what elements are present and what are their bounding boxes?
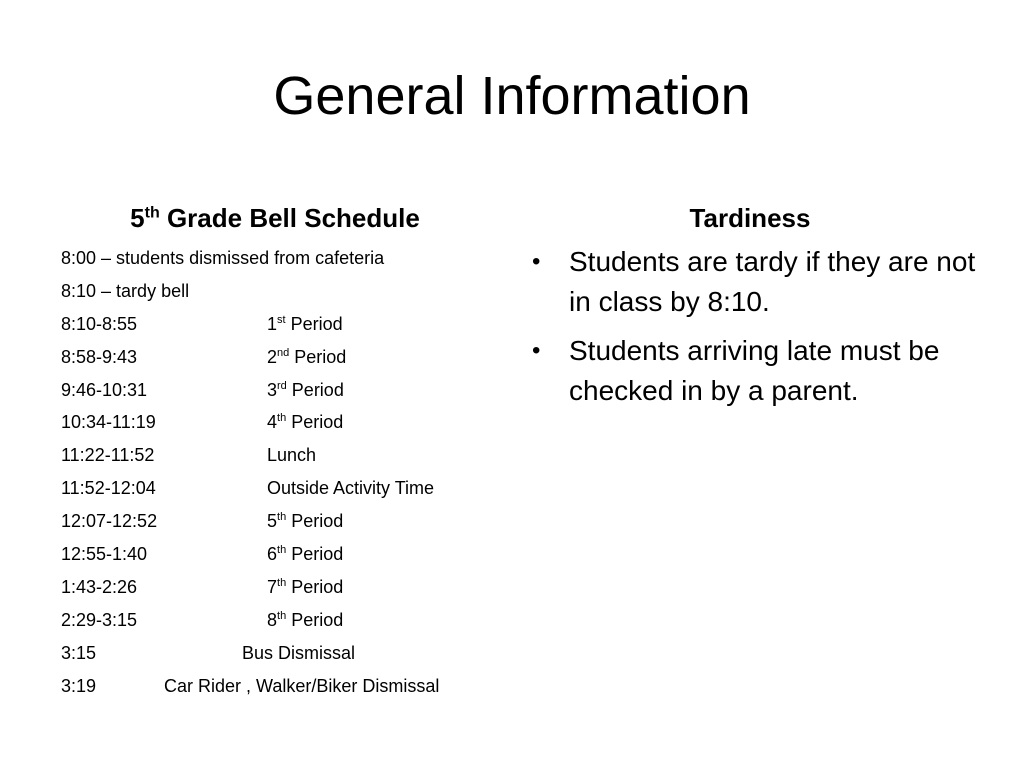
schedule-event-sup: th — [277, 511, 287, 524]
schedule-event-sup: rd — [277, 379, 287, 392]
schedule-time: 8:00 – students dismissed from cafeteria — [61, 248, 385, 268]
schedule-row — [61, 472, 510, 505]
bullet-icon: • — [532, 248, 541, 275]
schedule-event — [267, 511, 343, 531]
schedule-row — [61, 505, 510, 538]
schedule-event — [267, 412, 343, 432]
bell-schedule-heading-sup: th — [144, 204, 160, 222]
schedule-event: Car Rider , Walker/Biker Dismissal — [164, 675, 440, 696]
schedule-event — [267, 347, 346, 367]
schedule-event: Outside Activity Time — [267, 478, 435, 499]
bell-schedule-column — [40, 196, 510, 702]
schedule-row — [61, 242, 510, 275]
schedule-time: 3:19 — [61, 675, 97, 696]
schedule-event-suffix: Period — [286, 379, 344, 400]
schedule-row — [61, 341, 510, 374]
schedule-event-suffix: Period — [286, 544, 344, 565]
tardiness-bullet-text: Students are tardy if they are not in class by 8:10. — [569, 246, 976, 317]
schedule-time: 3:15 — [61, 642, 97, 663]
schedule-time: 8:10 – tardy bell — [61, 280, 190, 301]
schedule-event-suffix: Period — [286, 609, 344, 630]
schedule-event-sup: th — [277, 576, 287, 589]
schedule-row — [61, 275, 510, 308]
schedule-event-number: 3 — [267, 379, 278, 400]
bell-schedule-heading-text: Grade Bell Schedule — [159, 203, 420, 233]
slide-title: General Information — [273, 66, 751, 126]
schedule-event-number: 7 — [267, 576, 278, 597]
schedule-event — [267, 544, 343, 564]
schedule-event-suffix: Period — [286, 412, 344, 433]
schedule-time: 11:22-11:52 — [61, 445, 155, 466]
schedule-event-number: 8 — [267, 609, 278, 630]
schedule-event-sup: th — [277, 609, 287, 622]
tardiness-heading: Tardiness — [689, 203, 811, 233]
bell-schedule-list — [40, 242, 510, 702]
bell-schedule-heading — [40, 196, 510, 240]
schedule-row — [61, 604, 510, 637]
schedule-event — [267, 610, 343, 630]
schedule-event-number: 2 — [267, 346, 278, 367]
schedule-event-number: 6 — [267, 544, 278, 565]
schedule-event-number: 5 — [267, 511, 278, 532]
schedule-event-sup: nd — [277, 346, 290, 359]
tardiness-column — [520, 196, 980, 420]
tardiness-bullet — [520, 242, 980, 322]
schedule-event-sup: th — [277, 412, 287, 425]
schedule-event-number: 1 — [267, 313, 278, 334]
schedule-event: Lunch — [267, 445, 317, 466]
schedule-time: 12:07-12:52 — [61, 511, 158, 532]
schedule-time: 1:43-2:26 — [61, 576, 138, 597]
schedule-row — [61, 308, 510, 341]
schedule-row — [61, 538, 510, 571]
schedule-row — [61, 406, 510, 439]
schedule-event-suffix: Period — [289, 346, 347, 367]
tardiness-bullet-text: Students arriving late must be checked in by a parent. — [569, 335, 940, 406]
schedule-row — [61, 439, 510, 472]
schedule-row — [61, 374, 510, 407]
schedule-event-number: 4 — [267, 412, 278, 433]
schedule-event-suffix: Period — [286, 511, 344, 532]
schedule-event: Bus Dismissal — [242, 642, 356, 663]
schedule-event-suffix: Period — [285, 313, 343, 334]
tardiness-bullet-list — [520, 242, 980, 411]
schedule-time: 8:58-9:43 — [61, 346, 138, 367]
bullet-icon: • — [532, 337, 541, 364]
schedule-row — [61, 637, 510, 670]
tardiness-bullet — [520, 331, 980, 411]
schedule-event — [267, 380, 344, 400]
schedule-event — [267, 314, 343, 334]
schedule-event-suffix: Period — [286, 576, 344, 597]
schedule-event-sup: st — [277, 313, 286, 326]
schedule-time: 12:55-1:40 — [61, 544, 148, 565]
bell-schedule-heading-number: 5 — [130, 203, 145, 233]
schedule-row — [61, 571, 510, 604]
schedule-time: 10:34-11:19 — [61, 412, 156, 433]
schedule-row — [61, 670, 510, 703]
schedule-time: 2:29-3:15 — [61, 609, 138, 630]
schedule-event-sup: th — [277, 544, 287, 557]
schedule-time: 8:10-8:55 — [61, 313, 138, 334]
schedule-event — [267, 577, 343, 597]
schedule-time: 9:46-10:31 — [61, 379, 148, 400]
schedule-time: 11:52-12:04 — [61, 478, 156, 499]
